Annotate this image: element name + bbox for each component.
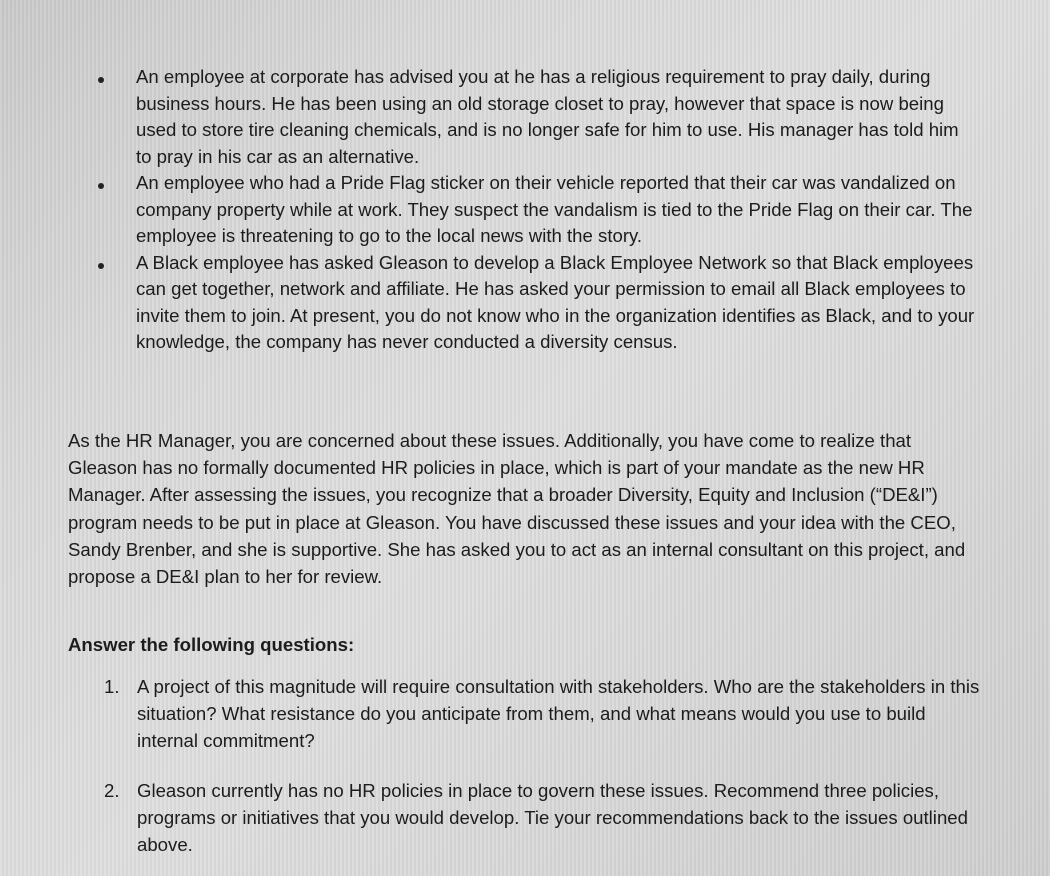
question-item-stakeholders [104,673,984,754]
bullet-text: An employee who had a Pride Flag sticker on their vehicle reported that their car was vandalized on company property while at work. They suspect the vandalism is tied to the Pride Flag on their car. The employee is threatening to go to the local news with the story. [136,172,973,246]
question-text: A project of this magnitude will require consultation with stakeholders. Who are the stakeholders in this situation? What resistance do you anticipate from them, and what means would you use to build internal commitment? [137,676,980,751]
question-item-policies [104,777,984,858]
question-number: 1. [104,676,120,697]
bullet-item-employee-network [96,250,976,356]
bullet-item-prayer [96,64,976,170]
issue-bullet-list [96,64,976,356]
context-paragraph: As the HR Manager, you are concerned about these issues. Additionally, you have come to realize that Gleason has no formally documented HR policies in place, which is part of your mandate as the new HR Manager. After assessing the issues, you recognize that a broader Diversity, Equity and Inclusion (“DE&I”) program needs to be put in place at Gleason. You have discussed these issues and your idea with the CEO, Sandy Brenber, and she is supportive. She has asked you to act as an internal consultant on this project, and propose a DE&I plan to her for review. [68,430,966,588]
bullet-text: A Black employee has asked Gleason to develop a Black Employee Network so that Black employees can get together, network and affiliate. He has asked your permission to email all Black employees to invite them to join. At present, you do not know who in the organization identifies as Black, and to your knowledge, the company has never conducted a diversity census. [136,251,975,352]
question-number: 2. [104,780,120,801]
bullet-dot-icon [98,183,104,189]
bullet-text: An employee at corporate has advised you at he has a religious requirement to pray daily, during business hours. He has been using an old storage closet to pray, however that space is now being used to store tire cleaning chemicals, and is no longer safe for him to use. His manager has told him to pray in his car as an alternative. [136,66,959,167]
bullet-dot-icon [98,263,104,269]
questions-heading: Answer the following questions: [68,634,355,655]
bullet-item-vandalism [96,170,976,250]
question-list [104,673,984,858]
bullet-dot-icon [98,77,104,83]
question-text: Gleason currently has no HR policies in place to govern these issues. Recommend three policies, programs or initiatives that you would develop. Tie your recommendations back to the issues outlined above. [137,780,968,855]
